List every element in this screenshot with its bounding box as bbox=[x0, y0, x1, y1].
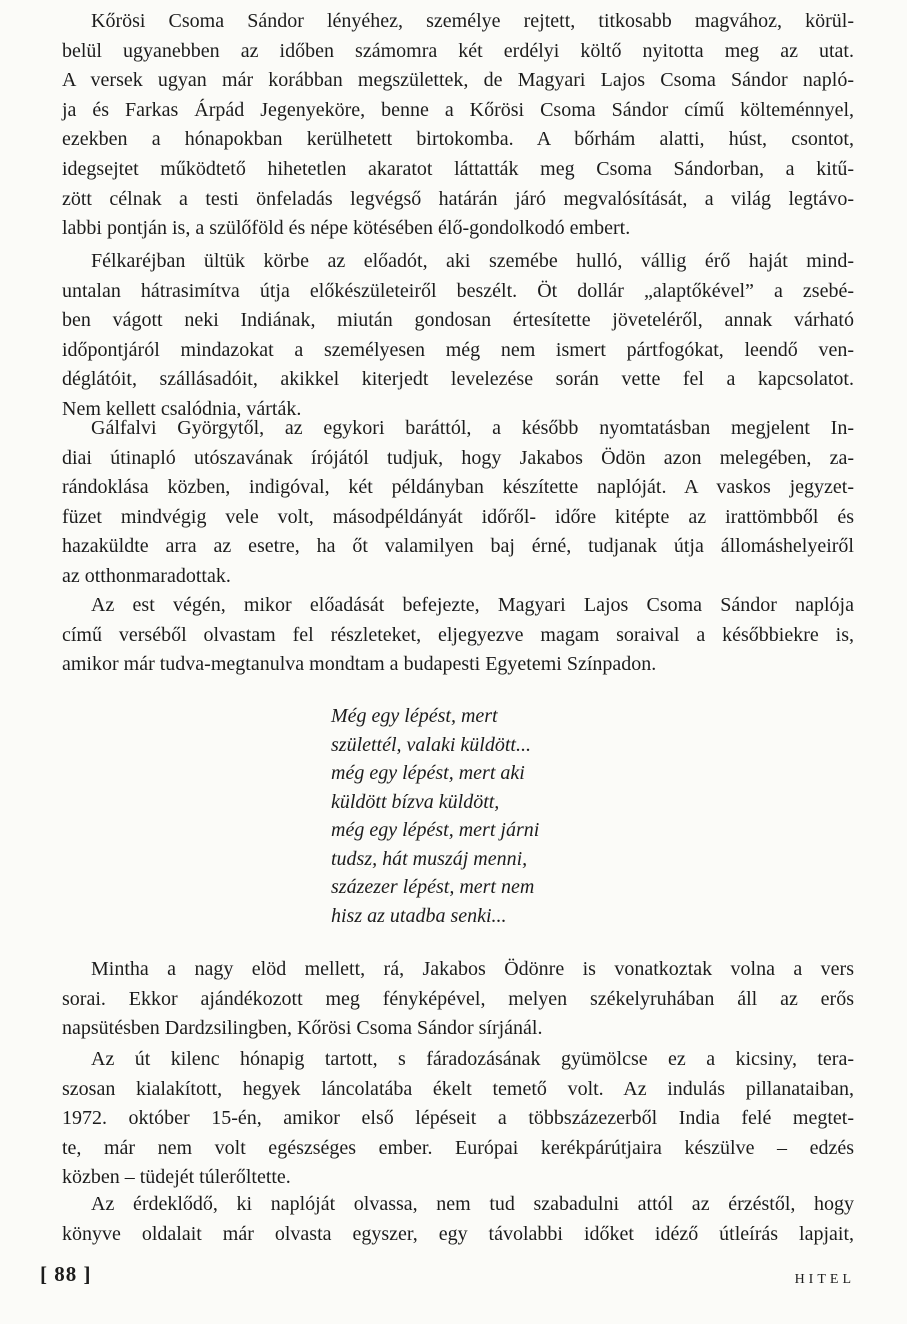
poem-line: százezer lépést, mert nem bbox=[331, 876, 535, 898]
text-line: című verséből olvastam fel részleteket, eljegyezve magam soraival a későbbiekre is, bbox=[62, 623, 854, 646]
text-line: sorai. Ekkor ajándékozott meg fényképével, melyen székelyruhában áll az erős bbox=[62, 987, 854, 1010]
poem-line: tudsz, hát muszáj menni, bbox=[331, 847, 528, 870]
paragraph-3 bbox=[62, 414, 854, 592]
poem-line: még egy lépést, mert járni bbox=[331, 819, 540, 841]
text-line: Az út kilenc hónapig tartott, s fáradozásának gyümölcse ez a kicsiny, tera- bbox=[91, 1048, 854, 1070]
text-line: Nem kellett csalódnia, várták. bbox=[62, 397, 302, 420]
text-line: közben – tüdejét túlerőltette. bbox=[62, 1166, 291, 1189]
poem-line: hisz az utadba senki... bbox=[331, 904, 507, 927]
text-line: ezekben a hónapokban kerülhetett birtokomba. A bőrhám alatti, húst, csontot, bbox=[62, 128, 854, 151]
text-line: Az érdeklődő, ki naplóját olvassa, nem tud szabadulni attól az érzéstől, hogy bbox=[91, 1193, 854, 1215]
text-line: füzet mindvégig vele volt, másodpéldányát időről- időre kitépte az irattömbből és bbox=[62, 505, 854, 528]
text-line: diai útinapló utószavának írójától tudjuk, hogy Jakabos Ödön azon melegében, za- bbox=[62, 446, 854, 469]
text-line: napsütésben Dardzsilingben, Kőrösi Csoma Sándor sírjánál. bbox=[62, 1017, 543, 1040]
paragraph-7 bbox=[62, 1190, 854, 1249]
text-line: ben vágott neki Indiának, miután gondosan értesítette jöveteléről, annak várható bbox=[62, 309, 854, 332]
poem-quote bbox=[331, 702, 539, 930]
paragraph-4 bbox=[62, 591, 854, 680]
text-line: könyve oldalait már olvasta egyszer, egy távolabbi időket idéző útleírás lapjait, bbox=[62, 1222, 854, 1245]
poem-line: küldött bízva küldött, bbox=[331, 790, 500, 813]
text-line: az otthonmaradottak. bbox=[62, 564, 231, 587]
poem-line: Még egy lépést, mert bbox=[331, 705, 498, 727]
text-line: déglátóit, szállásadóit, akikkel kiterjedt levelezése során vette fel a kapcsolatot. bbox=[62, 368, 854, 391]
paragraph-6 bbox=[62, 1045, 854, 1193]
text-line: Kőrösi Csoma Sándor lényéhez, személye rejtett, titkosabb magvához, körül- bbox=[91, 10, 854, 32]
poem-line: születtél, valaki küldött... bbox=[331, 733, 531, 756]
text-line: Félkaréjban ültük körbe az előadót, aki szemébe hulló, vállig érő haját mind- bbox=[91, 250, 854, 272]
paragraph-5 bbox=[62, 955, 854, 1044]
text-line: A versek ugyan már korábban megszülettek, de Magyari Lajos Csoma Sándor napló- bbox=[62, 69, 854, 92]
text-line: te, már nem volt egészséges ember. Európai kerékpárútjaira készülve – edzés bbox=[62, 1136, 854, 1159]
text-line: ja és Farkas Árpád Jegenyeköre, benne a Kőrösi Csoma Sándor című költeménnyel, bbox=[62, 98, 854, 121]
text-line: hazaküldte arra az esetre, ha őt valamilyen baj érné, tudjanak útja állomáshelyeiről bbox=[62, 535, 854, 558]
text-line: rándoklása közben, indigóval, két példányban készítette naplóját. A vaskos jegyzet- bbox=[62, 476, 854, 499]
text-line: szosan kialakított, hegyek láncolatába ékelt temető volt. Az indulás pillanataiban, bbox=[62, 1077, 854, 1100]
text-line: labbi pontján is, a szülőföld és népe kötésében élő-gondolkodó embert. bbox=[62, 217, 631, 240]
text-line: untalan hátrasimítva útja előkészületeiről beszélt. Öt dollár „alaptőkével” a zsebé- bbox=[62, 279, 854, 302]
text-line: belül ugyanebben az időben számomra két erdélyi költő nyitotta meg az utat. bbox=[62, 39, 854, 62]
text-line: Gálfalvi Györgytől, az egykori baráttól, a később nyomtatásban megjelent In- bbox=[91, 417, 854, 439]
text-line: időpontjáról mindazokat a személyesen még nem ismert pártfogókat, leendő ven- bbox=[62, 338, 854, 361]
text-line: idegsejtet működtető hihetetlen akaratot láttatták meg Csoma Sándorban, a kitű- bbox=[62, 157, 854, 180]
page-number: [ 88 ] bbox=[40, 1262, 92, 1286]
text-line: zött célnak a testi önfeladás legvégső határán járó megvalósítását, a világ legtávo- bbox=[62, 187, 854, 210]
text-line: Mintha a nagy elöd mellett, rá, Jakabos Ödönre is vonatkoztak volna a vers bbox=[91, 958, 854, 980]
paragraph-2 bbox=[62, 247, 854, 425]
journal-name: HITEL bbox=[794, 1272, 855, 1287]
text-line: 1972. október 15-én, amikor első lépéseit a többszázezerből India felé megtet- bbox=[62, 1107, 854, 1130]
text-line: amikor már tudva-megtanulva mondtam a budapesti Egyetemi Színpadon. bbox=[62, 653, 657, 676]
text-line: Az est végén, mikor előadását befejezte, Magyari Lajos Csoma Sándor naplója bbox=[91, 594, 854, 616]
poem-line: még egy lépést, mert aki bbox=[331, 762, 525, 784]
paragraph-1 bbox=[62, 7, 854, 244]
